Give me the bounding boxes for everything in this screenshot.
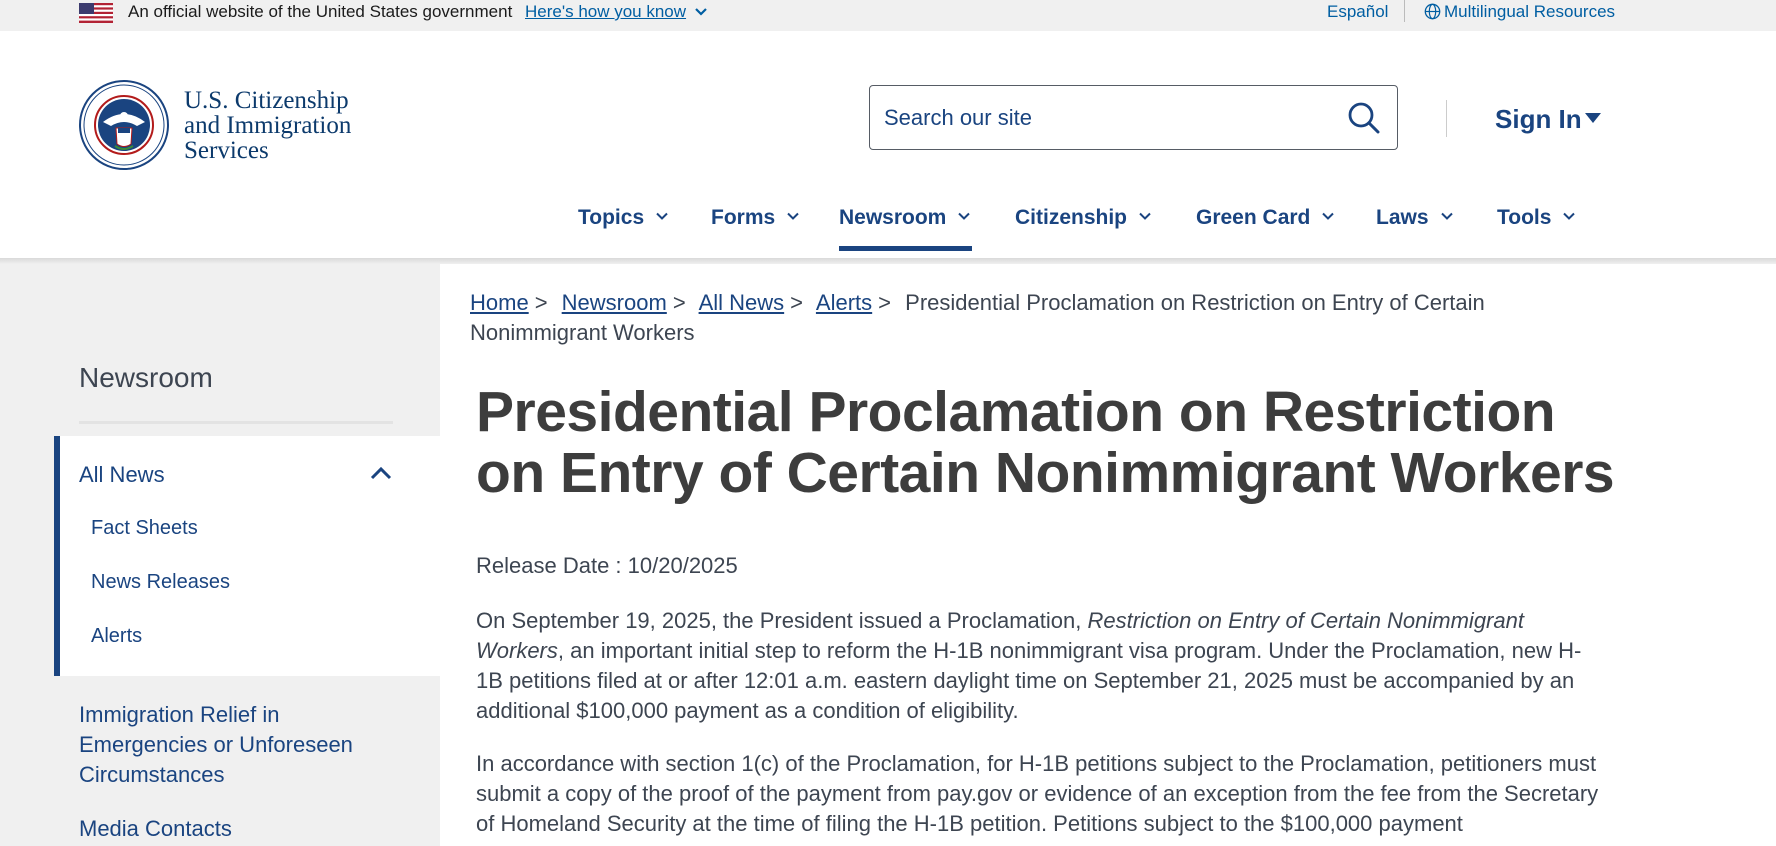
nav-green-card[interactable] xyxy=(1196,204,1334,232)
search-icon[interactable] xyxy=(1346,100,1382,136)
sidebar-item-all-news[interactable]: All News xyxy=(79,462,165,487)
logo-line-1: U.S. Citizenship xyxy=(184,87,349,114)
nav-laws[interactable] xyxy=(1376,204,1453,232)
nav-newsroom[interactable] xyxy=(839,204,970,232)
nav-active-indicator xyxy=(839,246,972,251)
sidebar-item-media-contacts[interactable]: Media Contacts xyxy=(79,816,232,841)
sidebar-divider xyxy=(79,421,393,424)
breadcrumb-separator: > xyxy=(878,290,892,315)
nav-forms[interactable] xyxy=(711,204,799,232)
search-box xyxy=(869,85,1398,150)
nav-citizenship-label: Citizenship xyxy=(1015,206,1128,229)
sidebar-item-alerts[interactable]: Alerts xyxy=(91,625,143,647)
p1-text-b: , an important initial step to reform the H-1B nonimmigrant visa program. Under the Proclamation, new H-1B petitions filed at or after 12:01 a.m. eastern daylight time on September 21, 2025 must be accompanied by an additional $100,000 payment as a condition of eligibility. xyxy=(476,638,1582,723)
sidebar-item-news-releases[interactable]: News Releases xyxy=(91,571,230,593)
sign-in-button[interactable]: Sign In xyxy=(1495,104,1582,134)
caret-down-icon[interactable] xyxy=(1584,112,1602,124)
proclamation-title: Restriction on Entry of Certain Nonimmigrant Workers xyxy=(476,608,1524,663)
chevron-down-icon xyxy=(787,210,799,222)
uscis-logo-text[interactable] xyxy=(184,88,351,163)
search-input[interactable] xyxy=(884,104,1324,132)
breadcrumb-separator: > xyxy=(790,290,804,315)
sidebar-item-fact-sheets[interactable]: Fact Sheets xyxy=(91,517,198,539)
chevron-down-icon[interactable] xyxy=(694,5,708,19)
article-paragraph-1 xyxy=(476,606,1606,726)
banner-divider xyxy=(1404,0,1405,22)
breadcrumb-separator: > xyxy=(672,290,686,315)
nav-green-card-label: Green Card xyxy=(1196,206,1311,229)
chevron-up-icon[interactable] xyxy=(370,464,392,482)
sidebar-item-immigration-relief[interactable]: Immigration Relief in Emergencies or Unforeseen Circumstances xyxy=(79,702,353,787)
nav-citizenship[interactable] xyxy=(1015,204,1151,232)
gov-banner xyxy=(0,0,1776,31)
chevron-down-icon xyxy=(1563,210,1575,222)
nav-tools-label: Tools xyxy=(1497,206,1552,229)
logo-line-2: and Immigration xyxy=(184,112,352,139)
p1-text-a: On September 19, 2025, the President issued a Proclamation, xyxy=(476,608,1088,633)
nav-newsroom-label: Newsroom xyxy=(839,206,947,229)
chevron-down-icon xyxy=(1441,210,1453,222)
nav-laws-label: Laws xyxy=(1376,206,1429,229)
globe-icon[interactable] xyxy=(1424,3,1441,20)
multilingual-resources-link[interactable]: Multilingual Resources xyxy=(1444,2,1616,21)
dhs-seal-logo[interactable] xyxy=(79,80,169,170)
article-paragraph-2: In accordance with section 1(c) of the Proclamation, for H-1B petitions subject to the Proclamation, petitioners must submit a copy of the proof of the payment from pay.gov or evidence of an exception from the fee from the Secretary of Homeland Security at the time of filing the H-1B petition. Petitions subject to the $100,000 payment xyxy=(476,751,1599,836)
chevron-down-icon xyxy=(958,210,970,222)
chevron-down-icon xyxy=(656,210,668,222)
logo-line-3: Services xyxy=(184,137,269,164)
breadcrumb-newsroom[interactable]: Newsroom xyxy=(561,290,667,315)
header-divider xyxy=(1446,100,1447,137)
release-date xyxy=(476,553,738,579)
header-shadow xyxy=(0,258,1776,264)
page-title: Presidential Proclamation on Restriction on Entry of Certain Nonimmigrant Workers xyxy=(476,380,1615,505)
nav-tools[interactable] xyxy=(1497,204,1575,232)
espanol-link[interactable]: Español xyxy=(1327,2,1389,21)
nav-topics-label: Topics xyxy=(578,206,645,229)
how-you-know-link[interactable]: Here's how you know xyxy=(525,2,687,21)
us-flag-icon xyxy=(79,3,113,23)
nav-topics[interactable] xyxy=(578,204,668,232)
nav-forms-label: Forms xyxy=(711,206,776,229)
official-website-text: An official website of the United States government xyxy=(128,2,513,21)
breadcrumb-current: Presidential Proclamation on Restriction on Entry of Certain Nonimmigrant Workers xyxy=(470,290,1485,345)
breadcrumb-home[interactable]: Home xyxy=(470,290,529,315)
breadcrumb-alerts[interactable]: Alerts xyxy=(815,290,873,315)
breadcrumb-separator: > xyxy=(534,290,548,315)
chevron-down-icon xyxy=(1322,210,1334,222)
breadcrumb xyxy=(470,288,1550,348)
release-date-label: Release Date : xyxy=(476,553,622,578)
breadcrumb-all-news[interactable]: All News xyxy=(698,290,785,315)
sidebar-title: Newsroom xyxy=(79,362,213,393)
release-date-value: 10/20/2025 xyxy=(627,553,738,578)
chevron-down-icon xyxy=(1139,210,1151,222)
